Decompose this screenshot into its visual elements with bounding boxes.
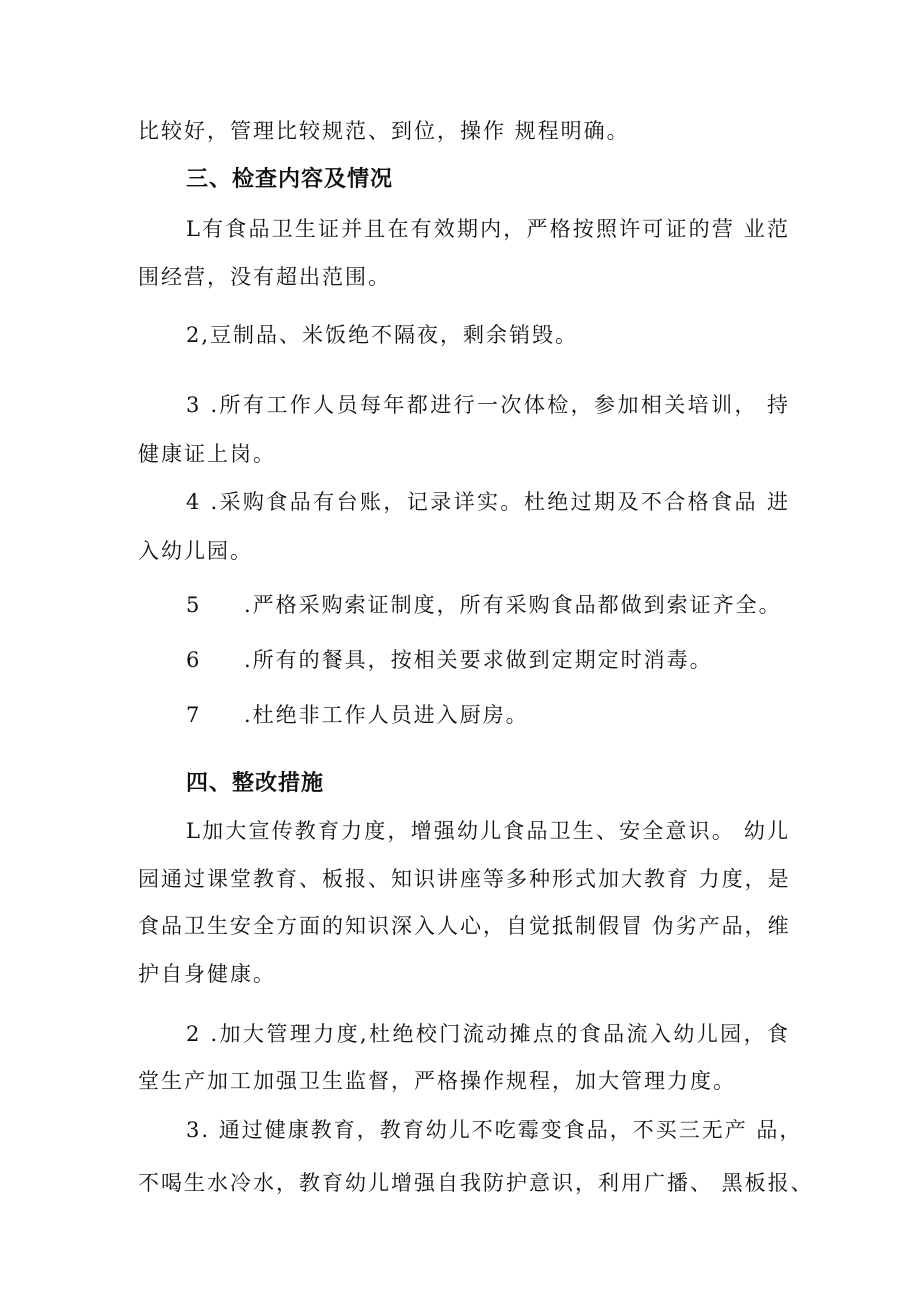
paragraph-line: 比较好，管理比较规范、到位，操作 规程明确。 xyxy=(138,119,630,143)
paragraph-line: 食品卫生安全方面的知识深入人心，自觉抵制假冒 伪劣产品，维 xyxy=(138,914,791,938)
paragraph-line: L有食品卫生证并且在有效期内，严格按照许可证的营 业范 xyxy=(186,217,790,241)
paragraph-line: 园通过课堂教育、板报、知识讲座等多种形式加大教育 力度，是 xyxy=(138,867,791,891)
numbered-item: 6 .所有的餐具，按相关要求做到定期定时消毒。 xyxy=(0,640,920,680)
section-heading: 三、检查内容及情况 xyxy=(186,167,394,192)
paragraph-line: 护自身健康。 xyxy=(138,962,276,986)
paragraph-line: 2,豆制品、米饭绝不隔夜，剩余销毁。 xyxy=(186,323,579,347)
paragraph-line: 4 .采购食品有台账，记录详实。杜绝过期及不合格食品 进 xyxy=(186,490,790,514)
section-heading: 四、整改措施 xyxy=(186,771,325,796)
paragraph-line: 不喝生水冷水，教育幼儿增强自我防护意识，利用广播、 黑板报、 xyxy=(138,1171,814,1195)
paragraph-line: 围经营，没有超出范围。 xyxy=(138,265,391,289)
paragraph-line: 堂生产加工加强卫生监督，严格操作规程，加大管理力度。 xyxy=(138,1069,736,1093)
numbered-item: 7 .杜绝非工作人员进入厨房。 xyxy=(0,695,920,735)
paragraph-line: L加大宣传教育力度，增强幼儿食品卫生、安全意识。 幼儿 xyxy=(186,819,790,843)
paragraph-line: 3 .所有工作人员每年都进行一次体检，参加相关培训， 持 xyxy=(186,393,790,417)
numbered-item: 5 .严格采购索证制度，所有采购食品都做到索证齐全。 xyxy=(0,585,920,625)
item-number: 6 xyxy=(186,648,202,672)
item-number: 5 xyxy=(186,593,202,617)
paragraph-line: 3. 通过健康教育，教育幼儿不吃霉变食品，不买三无产 品， xyxy=(186,1118,803,1142)
paragraph-line: 入幼儿园。 xyxy=(138,539,253,563)
item-number: 7 xyxy=(186,703,202,727)
paragraph-line: 健康证上岗。 xyxy=(138,442,276,466)
paragraph-line: 2 .加大管理力度,杜绝校门流动摊点的食品流入幼儿园，食 xyxy=(186,1022,790,1046)
